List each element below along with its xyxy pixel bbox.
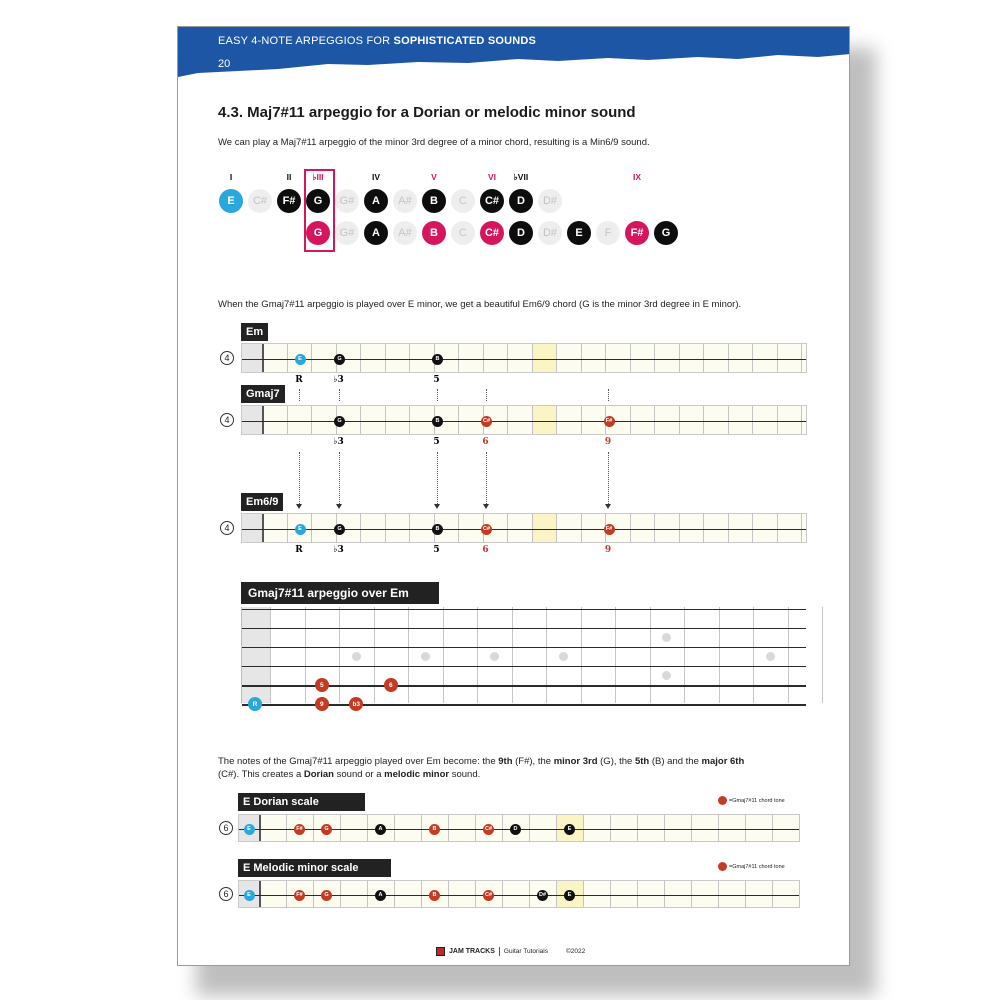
document-page bbox=[177, 26, 850, 966]
string-number: 4 bbox=[220, 413, 234, 427]
fret-line bbox=[529, 815, 530, 841]
fret-line bbox=[753, 607, 754, 703]
fret-line bbox=[502, 815, 503, 841]
scale-note: B bbox=[429, 824, 440, 835]
arrow-head bbox=[296, 504, 302, 509]
footer-divider bbox=[499, 947, 500, 956]
note-circle: C# bbox=[480, 189, 504, 213]
fret-line bbox=[556, 344, 557, 372]
fret-line bbox=[512, 607, 513, 703]
nut bbox=[259, 881, 261, 907]
arrow-head bbox=[434, 504, 440, 509]
copyright: ©2022 bbox=[565, 948, 586, 955]
note-dot: B bbox=[432, 354, 443, 365]
scale-note: E bbox=[244, 824, 255, 835]
fret-line bbox=[654, 344, 655, 372]
connector-line bbox=[339, 389, 340, 401]
arpeggio-note: 6 bbox=[384, 678, 398, 692]
fret-line bbox=[421, 881, 422, 907]
fret-line bbox=[443, 607, 444, 703]
fret-line bbox=[630, 406, 631, 434]
summary-line-2: (C#). This creates a Dorian sound or a melodic minor sound. bbox=[218, 769, 481, 780]
interval-label: R bbox=[295, 375, 303, 385]
fret-line bbox=[367, 881, 368, 907]
fret-line bbox=[581, 406, 582, 434]
connector-line bbox=[486, 389, 487, 401]
fret-inlay bbox=[490, 652, 499, 661]
connector-line bbox=[608, 389, 609, 401]
note-circle: F bbox=[596, 221, 620, 245]
page-number: 20 bbox=[218, 58, 231, 70]
fret-inlay bbox=[352, 652, 361, 661]
fret-line bbox=[822, 607, 823, 703]
fret-highlight bbox=[532, 344, 557, 372]
fret-line bbox=[581, 607, 582, 703]
fret-line bbox=[311, 344, 312, 372]
fret-line bbox=[408, 607, 409, 703]
degree-label: IV bbox=[371, 172, 381, 182]
explanation-text: When the Gmaj7#11 arpeggio is played over E minor, we get a beautiful Em6/9 chord (G is the minor 3rd degree in E minor). bbox=[218, 299, 742, 310]
guitar-fretboard bbox=[241, 607, 806, 708]
fret-line bbox=[679, 514, 680, 542]
connector-line bbox=[437, 452, 438, 504]
fret-line bbox=[691, 881, 692, 907]
arrow-head bbox=[605, 504, 611, 509]
scale-label: E Dorian scale bbox=[238, 793, 365, 811]
fret-line bbox=[777, 406, 778, 434]
connector-line bbox=[299, 452, 300, 504]
fret-line bbox=[801, 406, 802, 434]
fret-inlay bbox=[559, 652, 568, 661]
fret-line bbox=[703, 406, 704, 434]
fret-line bbox=[360, 406, 361, 434]
interval-label: R bbox=[295, 545, 303, 555]
nut bbox=[262, 344, 264, 372]
note-circle: A# bbox=[393, 189, 417, 213]
footer bbox=[436, 947, 585, 956]
scale-note: D bbox=[510, 824, 521, 835]
fret-line bbox=[448, 881, 449, 907]
fret-line bbox=[752, 344, 753, 372]
chord-tone-legend bbox=[718, 796, 785, 805]
scale-note: C# bbox=[483, 890, 494, 901]
fret-line bbox=[745, 881, 746, 907]
arrow-head bbox=[483, 504, 489, 509]
interval-label: 5 bbox=[433, 437, 440, 447]
note-circle: D bbox=[509, 189, 533, 213]
interval-label: 5 bbox=[433, 375, 440, 385]
note-dot: E bbox=[295, 354, 306, 365]
fret-line bbox=[745, 815, 746, 841]
note-circle: B bbox=[422, 221, 446, 245]
legend-text: =Gmaj7#11 chord tone bbox=[729, 863, 785, 870]
chord-tone-legend bbox=[718, 862, 785, 871]
nut bbox=[259, 815, 261, 841]
connector-line bbox=[608, 452, 609, 504]
fret-line bbox=[605, 344, 606, 372]
fret-line bbox=[664, 815, 665, 841]
fret-line bbox=[385, 344, 386, 372]
fret-line bbox=[532, 406, 533, 434]
scale-note: G bbox=[321, 890, 332, 901]
scale-note: A bbox=[375, 824, 386, 835]
degree-label: V bbox=[431, 172, 437, 182]
note-circle: D bbox=[509, 221, 533, 245]
fret-line bbox=[286, 815, 287, 841]
fret-line bbox=[556, 881, 557, 907]
degree-label: IX bbox=[632, 172, 642, 182]
intro-text: We can play a Maj7#11 arpeggio of the minor 3rd degree of a minor chord, resulting is a Min6/9 sound. bbox=[218, 137, 650, 148]
note-circle: G# bbox=[335, 221, 359, 245]
note-circle: D# bbox=[538, 221, 562, 245]
fret-line bbox=[287, 514, 288, 542]
fret-line bbox=[546, 607, 547, 703]
scale-note: G bbox=[321, 824, 332, 835]
string-board bbox=[241, 513, 807, 543]
interval-label: ♭3 bbox=[333, 545, 344, 555]
fret-line bbox=[728, 514, 729, 542]
arpeggio-note: 5 bbox=[315, 678, 329, 692]
fret-line bbox=[340, 815, 341, 841]
fret-line bbox=[360, 514, 361, 542]
fret-line bbox=[610, 815, 611, 841]
legend-dot bbox=[718, 862, 727, 871]
legend-text: =Gmaj7#11 chord tone bbox=[729, 797, 785, 804]
fret-inlay bbox=[662, 671, 671, 680]
fret-line bbox=[679, 406, 680, 434]
scale-note: B bbox=[429, 890, 440, 901]
fret-line bbox=[703, 514, 704, 542]
string-number: 6 bbox=[219, 821, 233, 835]
fret-line bbox=[581, 344, 582, 372]
note-dot: B bbox=[432, 416, 443, 427]
fret-line bbox=[772, 815, 773, 841]
note-circle: C# bbox=[480, 221, 504, 245]
interval-label: 6 bbox=[482, 545, 489, 555]
fret-line bbox=[367, 815, 368, 841]
fret-line bbox=[305, 607, 306, 703]
fret-line bbox=[458, 344, 459, 372]
fret-line bbox=[409, 344, 410, 372]
fret-line bbox=[777, 344, 778, 372]
note-circle: G bbox=[306, 189, 330, 213]
note-circle: F# bbox=[625, 221, 649, 245]
degree-label: VI bbox=[487, 172, 497, 182]
fret-line bbox=[507, 344, 508, 372]
arpeggio-note: R bbox=[248, 697, 262, 711]
fret-line bbox=[311, 514, 312, 542]
note-circle: G# bbox=[335, 189, 359, 213]
scale-board bbox=[238, 880, 800, 908]
fret-line bbox=[374, 607, 375, 703]
fret-line bbox=[719, 607, 720, 703]
chord-label: Gmaj7 bbox=[241, 385, 285, 403]
string-board bbox=[241, 405, 807, 435]
fret-line bbox=[610, 881, 611, 907]
interval-label: 5 bbox=[433, 545, 440, 555]
connector-line bbox=[299, 389, 300, 401]
fret-highlight bbox=[532, 514, 557, 542]
legend-dot bbox=[718, 796, 727, 805]
fret-line bbox=[684, 607, 685, 703]
guitar-string bbox=[242, 529, 806, 530]
note-circle: G bbox=[306, 221, 330, 245]
board-gutter bbox=[242, 607, 270, 703]
note-circle: C# bbox=[248, 189, 272, 213]
fret-line bbox=[385, 406, 386, 434]
fret-line bbox=[340, 881, 341, 907]
nut bbox=[262, 514, 264, 542]
fret-line bbox=[752, 406, 753, 434]
scale-note: D# bbox=[537, 890, 548, 901]
fret-line bbox=[772, 881, 773, 907]
degree-label: II bbox=[286, 172, 292, 182]
fret-line bbox=[532, 344, 533, 372]
fret-line bbox=[458, 406, 459, 434]
scale-note: F# bbox=[294, 824, 305, 835]
fret-line bbox=[650, 607, 651, 703]
fret-line bbox=[477, 607, 478, 703]
note-dot: C# bbox=[481, 524, 492, 535]
fret-line bbox=[532, 514, 533, 542]
fret-line bbox=[691, 815, 692, 841]
fret-line bbox=[502, 881, 503, 907]
note-circle: C bbox=[451, 221, 475, 245]
header-title: EASY 4-NOTE ARPEGGIOS FOR SOPHISTICATED SOUNDS bbox=[218, 35, 537, 47]
fret-line bbox=[394, 881, 395, 907]
fret-line bbox=[287, 406, 288, 434]
note-dot: G bbox=[334, 416, 345, 427]
note-dot: E bbox=[295, 524, 306, 535]
fret-line bbox=[385, 514, 386, 542]
fret-line bbox=[313, 815, 314, 841]
fret-line bbox=[801, 344, 802, 372]
note-circle: A# bbox=[393, 221, 417, 245]
chord-label: Em6/9 bbox=[241, 493, 283, 511]
fret-line bbox=[311, 406, 312, 434]
fret-line bbox=[637, 881, 638, 907]
fret-line bbox=[799, 881, 800, 907]
note-dot: G bbox=[334, 524, 345, 535]
fret-line bbox=[421, 815, 422, 841]
board-gutter bbox=[242, 406, 262, 434]
section-heading: 4.3. Maj7#11 arpeggio for a Dorian or melodic minor sound bbox=[218, 104, 636, 121]
fret-line bbox=[458, 514, 459, 542]
degree-label: I bbox=[229, 172, 233, 182]
degree-label: ♭III bbox=[312, 172, 324, 182]
nut bbox=[262, 406, 264, 434]
fret-inlay bbox=[662, 633, 671, 642]
connector-line bbox=[437, 389, 438, 401]
board-gutter bbox=[242, 344, 262, 372]
note-circle: E bbox=[219, 189, 243, 213]
fret-line bbox=[703, 344, 704, 372]
fret-inlay bbox=[766, 652, 775, 661]
fret-line bbox=[507, 514, 508, 542]
fret-line bbox=[409, 406, 410, 434]
guitar-string bbox=[242, 628, 806, 629]
fret-inlay bbox=[421, 652, 430, 661]
string-board bbox=[241, 343, 807, 373]
arpeggio-note: 9 bbox=[315, 697, 329, 711]
brand-tagline: Guitar Tutorials bbox=[503, 948, 548, 955]
scale-note: E bbox=[564, 824, 575, 835]
fret-line bbox=[788, 607, 789, 703]
fret-line bbox=[718, 815, 719, 841]
fret-line bbox=[637, 815, 638, 841]
fret-line bbox=[654, 514, 655, 542]
interval-label: 9 bbox=[604, 437, 612, 447]
degree-label: ♭VII bbox=[513, 172, 529, 182]
fret-line bbox=[583, 881, 584, 907]
summary-line-1: The notes of the Gmaj7#11 arpeggio played over Em become: the 9th (F#), the minor 3rd (G), the 5th (B) and the major 6th bbox=[218, 756, 745, 767]
fret-line bbox=[728, 406, 729, 434]
fret-line bbox=[409, 514, 410, 542]
fret-line bbox=[583, 815, 584, 841]
string-number: 6 bbox=[219, 887, 233, 901]
fret-line bbox=[483, 344, 484, 372]
brand-name: JAM TRACKS bbox=[449, 948, 495, 955]
string-number: 4 bbox=[220, 351, 234, 365]
string-number: 4 bbox=[220, 521, 234, 535]
fret-line bbox=[313, 881, 314, 907]
scale-note: C# bbox=[483, 824, 494, 835]
interval-label: 9 bbox=[604, 545, 612, 555]
guitar-string bbox=[242, 421, 806, 422]
chord-label: Em bbox=[241, 323, 268, 341]
fret-line bbox=[475, 881, 476, 907]
fret-line bbox=[360, 344, 361, 372]
scale-note: E bbox=[564, 890, 575, 901]
interval-label: ♭3 bbox=[333, 437, 344, 447]
fret-line bbox=[801, 514, 802, 542]
note-circle: A bbox=[364, 221, 388, 245]
fret-line bbox=[679, 344, 680, 372]
interval-label: ♭3 bbox=[333, 375, 344, 385]
fret-line bbox=[615, 607, 616, 703]
note-circle: E bbox=[567, 221, 591, 245]
fret-line bbox=[270, 607, 271, 703]
fret-line bbox=[752, 514, 753, 542]
fret-highlight bbox=[532, 406, 557, 434]
scale-label: E Melodic minor scale bbox=[238, 859, 391, 877]
fret-line bbox=[286, 881, 287, 907]
fret-line bbox=[339, 607, 340, 703]
guitar-string bbox=[242, 359, 806, 360]
fret-line bbox=[664, 881, 665, 907]
fret-line bbox=[287, 344, 288, 372]
fret-line bbox=[654, 406, 655, 434]
note-dot: F# bbox=[604, 416, 615, 427]
fret-line bbox=[556, 514, 557, 542]
note-dot: G bbox=[334, 354, 345, 365]
connector-line bbox=[339, 452, 340, 504]
note-circle: B bbox=[422, 189, 446, 213]
note-circle: D# bbox=[538, 189, 562, 213]
fret-line bbox=[630, 344, 631, 372]
note-dot: B bbox=[432, 524, 443, 535]
fret-line bbox=[630, 514, 631, 542]
scale-note: A bbox=[375, 890, 386, 901]
note-dot: F# bbox=[604, 524, 615, 535]
board-gutter bbox=[242, 514, 262, 542]
note-circle: C bbox=[451, 189, 475, 213]
note-circle: A bbox=[364, 189, 388, 213]
connector-line bbox=[486, 452, 487, 504]
scale-note: F# bbox=[294, 890, 305, 901]
scale-note: E bbox=[244, 890, 255, 901]
fret-line bbox=[728, 344, 729, 372]
fret-line bbox=[448, 815, 449, 841]
fret-line bbox=[475, 815, 476, 841]
guitar-string bbox=[242, 609, 806, 610]
arpeggio-label: Gmaj7#11 arpeggio over Em bbox=[241, 582, 439, 604]
arpeggio-note: b3 bbox=[349, 697, 363, 711]
fret-line bbox=[777, 514, 778, 542]
note-dot: C# bbox=[481, 416, 492, 427]
fret-line bbox=[718, 881, 719, 907]
fret-line bbox=[556, 815, 557, 841]
fret-line bbox=[799, 815, 800, 841]
minor-third-highlight bbox=[304, 169, 335, 252]
fret-line bbox=[394, 815, 395, 841]
fret-line bbox=[529, 881, 530, 907]
interval-label: 6 bbox=[482, 437, 489, 447]
fret-line bbox=[556, 406, 557, 434]
arrow-head bbox=[336, 504, 342, 509]
brand-logo-icon bbox=[436, 947, 445, 956]
guitar-string bbox=[242, 647, 806, 648]
note-circle: G bbox=[654, 221, 678, 245]
note-circle: F# bbox=[277, 189, 301, 213]
fret-line bbox=[507, 406, 508, 434]
guitar-string bbox=[242, 666, 806, 667]
fret-line bbox=[581, 514, 582, 542]
scale-board bbox=[238, 814, 800, 842]
